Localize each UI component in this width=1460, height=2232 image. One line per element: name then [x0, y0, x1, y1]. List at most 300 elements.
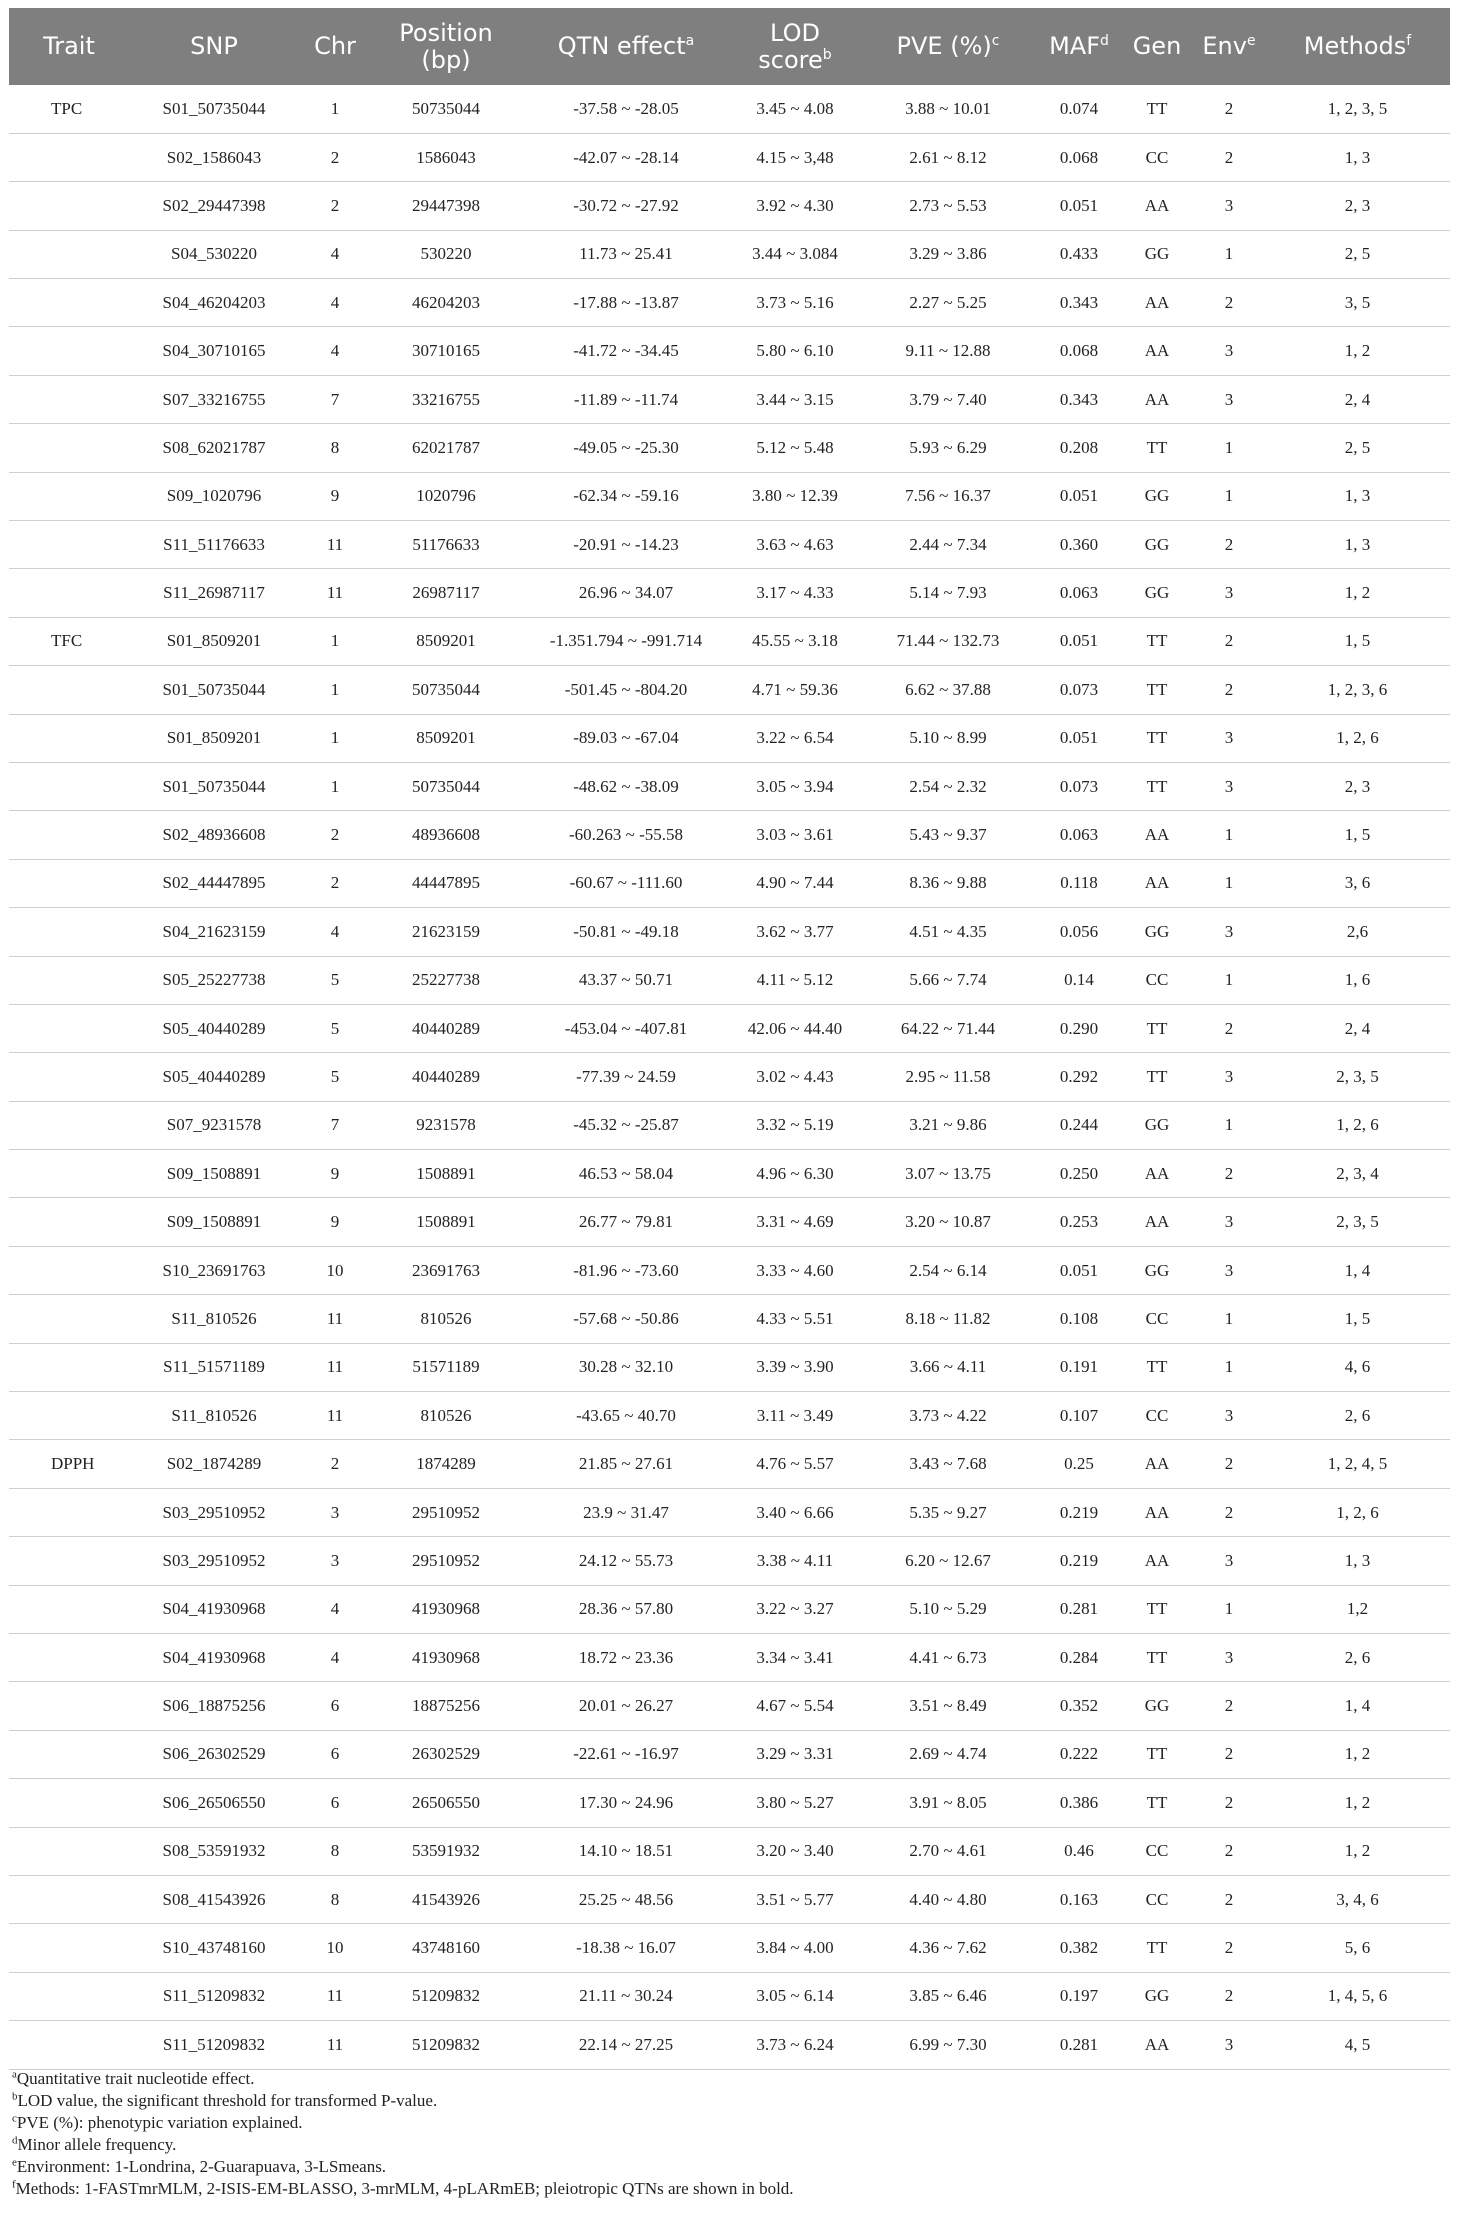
- cell-pve: 4.51 ~ 4.35: [909, 921, 987, 941]
- cell-snp: S11_810526: [171, 1405, 257, 1425]
- cell-lod-score: 3.03 ~ 3.61: [756, 825, 834, 845]
- cell-chr: 11: [326, 1357, 344, 1377]
- cell-snp: S11_51209832: [162, 1986, 266, 2006]
- cell-gen: TT: [1146, 1018, 1168, 1038]
- cell-position: 1874289: [416, 1454, 476, 1474]
- cell-position: 48936608: [412, 825, 480, 845]
- header-label: Methods: [1303, 32, 1407, 61]
- cell-trait: [9, 279, 129, 327]
- header-footnote-mark: f: [1406, 33, 1412, 50]
- cell-trait: [9, 908, 129, 956]
- cell-trait: [9, 2021, 129, 2069]
- cell-qtn-effect: -18.38 ~ 16.07: [576, 1938, 676, 1958]
- cell-snp: S02_44447895: [162, 873, 266, 893]
- cell-position: 26987117: [412, 583, 480, 603]
- cell-trait: [9, 472, 129, 520]
- cell-methods: 1, 2: [1344, 1744, 1371, 1764]
- cell-qtn-effect: 21.11 ~ 30.24: [579, 1986, 673, 2006]
- cell-position: 43748160: [412, 1938, 480, 1958]
- cell-snp: S04_530220: [171, 244, 257, 264]
- cell-snp: S11_51209832: [162, 2034, 266, 2054]
- cell-lod-score: 3.51 ~ 5.77: [756, 1889, 834, 1909]
- footnote-mark: b: [12, 2090, 18, 2103]
- cell-env: 2: [1224, 631, 1234, 651]
- cell-maf: 0.073: [1059, 776, 1099, 796]
- cell-chr: 5: [330, 1067, 340, 1086]
- cell-methods: 4, 5: [1344, 2034, 1371, 2054]
- cell-trait: [9, 1972, 129, 2020]
- cell-pve: 3.73 ~ 4.22: [909, 1405, 987, 1425]
- cell-env: 1: [1224, 1599, 1234, 1619]
- cell-gen: AA: [1144, 292, 1170, 312]
- cell-pve: 5.10 ~ 5.29: [909, 1599, 987, 1619]
- cell-chr: 4: [330, 341, 340, 361]
- cell-trait: [9, 1682, 129, 1730]
- cell-pve: 5.66 ~ 7.74: [909, 970, 987, 990]
- cell-qtn-effect: 46.53 ~ 58.04: [578, 1163, 674, 1183]
- cell-position: 8509201: [416, 728, 476, 748]
- cell-qtn-effect: -41.72 ~ -34.45: [573, 341, 679, 361]
- cell-env: 3: [1224, 1647, 1234, 1667]
- cell-qtn-effect: 18.72 ~ 23.36: [578, 1647, 674, 1667]
- cell-position: 41930968: [412, 1647, 480, 1667]
- cell-pve: 5.14 ~ 7.93: [909, 583, 987, 603]
- footnote-mark: a: [12, 2068, 17, 2081]
- cell-env: 2: [1224, 1163, 1234, 1183]
- cell-trait: [9, 859, 129, 907]
- cell-lod-score: 3.20 ~ 3.40: [756, 1841, 834, 1861]
- cell-pve: 8.36 ~ 9.88: [909, 873, 987, 893]
- cell-trait: [9, 1295, 129, 1343]
- cell-pve: 2.27 ~ 5.25: [909, 292, 987, 312]
- cell-methods: 3, 6: [1344, 873, 1371, 893]
- table-row: [9, 1730, 1450, 1778]
- cell-methods: 2, 3: [1344, 776, 1371, 796]
- cell-position: 50735044: [412, 776, 480, 796]
- cell-position: 40440289: [412, 1018, 480, 1038]
- cell-qtn-effect: -22.61 ~ -16.97: [573, 1744, 679, 1764]
- cell-methods: 1, 5: [1344, 1308, 1371, 1328]
- cell-gen: AA: [1144, 1163, 1170, 1183]
- cell-chr: 1: [330, 776, 340, 796]
- cell-position: 25227738: [412, 970, 480, 990]
- cell-trait: [9, 1585, 129, 1633]
- cell-qtn-effect: 20.01 ~ 26.27: [578, 1696, 674, 1716]
- cell-env: 3: [1224, 1067, 1234, 1086]
- cell-position: 51209832: [412, 2034, 480, 2054]
- cell-snp: S08_41543926: [162, 1889, 266, 1909]
- table-row: [9, 617, 1450, 665]
- cell-position: 810526: [420, 1405, 472, 1425]
- footnote-text: Minor allele frequency.: [17, 2135, 177, 2154]
- cell-env: 2: [1224, 534, 1234, 554]
- cell-trait: [9, 762, 129, 810]
- cell-pve: 7.56 ~ 16.37: [905, 486, 991, 506]
- cell-methods: 1, 2, 4, 5: [1327, 1454, 1388, 1474]
- cell-lod-score: 4.11 ~ 5.12: [756, 970, 834, 990]
- cell-chr: 9: [330, 486, 340, 506]
- cell-maf: 0.219: [1059, 1550, 1099, 1570]
- cell-maf: 0.051: [1059, 195, 1099, 215]
- cell-snp: S02_29447398: [162, 195, 266, 215]
- header-footnote-mark: e: [1246, 33, 1256, 50]
- cell-trait: [9, 1392, 129, 1440]
- cell-env: 3: [1224, 2034, 1234, 2054]
- cell-snp: S06_26506550: [162, 1792, 266, 1812]
- cell-trait: [9, 1198, 129, 1246]
- cell-chr: 4: [330, 292, 340, 312]
- cell-snp: S01_50735044: [162, 776, 266, 796]
- table-row: [9, 1150, 1450, 1198]
- cell-methods: 5, 6: [1344, 1938, 1371, 1958]
- cell-position: 29447398: [412, 195, 480, 215]
- table-row: [9, 472, 1450, 520]
- table-row: [9, 859, 1450, 907]
- cell-qtn-effect: -30.72 ~ -27.92: [573, 195, 679, 215]
- cell-methods: 1, 3: [1344, 1550, 1371, 1570]
- cell-snp: S11_26987117: [163, 583, 265, 603]
- cell-lod-score: 3.34 ~ 3.41: [756, 1647, 834, 1667]
- cell-qtn-effect: 22.14 ~ 27.25: [578, 2034, 674, 2054]
- cell-methods: 2,6: [1346, 921, 1369, 941]
- cell-lod-score: 3.05 ~ 6.14: [756, 1986, 834, 2006]
- cell-env: 3: [1224, 195, 1234, 215]
- footnote: [12, 2156, 1442, 2178]
- cell-gen: GG: [1144, 486, 1170, 506]
- table-row: [9, 1682, 1450, 1730]
- cell-chr: 4: [330, 1599, 340, 1619]
- cell-snp: S02_48936608: [162, 825, 266, 845]
- cell-lod-score: 3.63 ~ 4.63: [756, 534, 834, 554]
- cell-qtn-effect: -50.81 ~ -49.18: [573, 921, 679, 941]
- cell-qtn-effect: -37.58 ~ -28.05: [573, 98, 679, 118]
- footnote-text: Quantitative trait nucleotide effect.: [16, 2069, 255, 2088]
- cell-qtn-effect: 24.12 ~ 55.73: [578, 1550, 674, 1570]
- cell-snp: S03_29510952: [162, 1502, 266, 1522]
- cell-lod-score: 3.62 ~ 3.77: [756, 921, 834, 941]
- header-snp: [129, 8, 299, 85]
- cell-snp: S01_50735044: [162, 679, 266, 699]
- cell-maf: 0.118: [1060, 873, 1098, 893]
- cell-lod-score: 3.17 ~ 4.33: [756, 583, 834, 603]
- cell-methods: 1,2: [1346, 1599, 1369, 1619]
- cell-chr: 4: [330, 1647, 340, 1667]
- cell-trait: [9, 1246, 129, 1294]
- cell-gen: CC: [1145, 970, 1169, 990]
- cell-snp: S04_41930968: [162, 1599, 266, 1619]
- table-row: [9, 1198, 1450, 1246]
- cell-gen: CC: [1145, 1405, 1169, 1425]
- cell-lod-score: 3.40 ~ 6.66: [756, 1502, 834, 1522]
- table-row: [9, 811, 1450, 859]
- cell-position: 51571189: [412, 1357, 480, 1377]
- cell-pve: 3.29 ~ 3.86: [909, 244, 987, 264]
- cell-qtn-effect: 23.9 ~ 31.47: [583, 1502, 669, 1522]
- header-maf: [1037, 8, 1121, 85]
- cell-chr: 4: [330, 244, 340, 264]
- cell-position: 810526: [420, 1308, 472, 1328]
- cell-chr: 8: [330, 437, 340, 457]
- table-row: [9, 133, 1450, 181]
- cell-maf: 0.197: [1059, 1986, 1099, 2006]
- table-row: [9, 762, 1450, 810]
- cell-trait: [9, 956, 129, 1004]
- cell-lod-score: 3.73 ~ 5.16: [756, 292, 834, 312]
- cell-lod-score: 3.32 ~ 5.19: [756, 1115, 834, 1135]
- cell-pve: 3.88 ~ 10.01: [905, 98, 991, 118]
- header-label: Trait: [43, 32, 95, 61]
- table-row: [9, 1585, 1450, 1633]
- cell-gen: CC: [1145, 1889, 1169, 1909]
- cell-gen: TT: [1146, 437, 1168, 457]
- cell-methods: 1, 2: [1344, 1792, 1371, 1812]
- cell-maf: 0.46: [1064, 1841, 1094, 1861]
- cell-gen: TT: [1146, 1647, 1168, 1667]
- cell-env: 3: [1224, 583, 1234, 603]
- cell-snp: S04_30710165: [162, 341, 266, 361]
- cell-lod-score: 3.44 ~ 3.084: [752, 244, 838, 264]
- header-label: Position (bp): [399, 18, 493, 74]
- table-row: [9, 1004, 1450, 1052]
- cell-methods: 2, 3, 5: [1336, 1212, 1379, 1232]
- cell-methods: 1, 3: [1344, 534, 1371, 554]
- cell-chr: 9: [330, 1212, 340, 1232]
- cell-gen: AA: [1144, 1212, 1170, 1232]
- cell-snp: S11_51571189: [163, 1357, 265, 1377]
- cell-chr: 7: [330, 1115, 340, 1135]
- cell-maf: 0.382: [1059, 1938, 1099, 1958]
- cell-snp: S02_1586043: [166, 147, 262, 167]
- table-row: [9, 1053, 1450, 1101]
- table-row: [9, 1246, 1450, 1294]
- cell-maf: 0.051: [1059, 486, 1099, 506]
- cell-chr: 6: [330, 1696, 340, 1716]
- cell-env: 2: [1224, 1889, 1234, 1909]
- table-row: [9, 1875, 1450, 1923]
- cell-qtn-effect: -42.07 ~ -28.14: [573, 147, 679, 167]
- cell-pve: 64.22 ~ 71.44: [900, 1018, 996, 1038]
- cell-qtn-effect: -77.39 ~ 24.59: [576, 1067, 676, 1086]
- footnote-text: PVE (%): phenotypic variation explained.: [16, 2113, 303, 2132]
- cell-methods: 1, 2, 3, 6: [1327, 679, 1388, 699]
- cell-env: 2: [1224, 292, 1234, 312]
- cell-qtn-effect: -17.88 ~ -13.87: [573, 292, 679, 312]
- cell-snp: S02_1874289: [166, 1454, 262, 1474]
- cell-env: 2: [1224, 1018, 1234, 1038]
- cell-lod-score: 3.33 ~ 4.60: [756, 1260, 834, 1280]
- table-row: [9, 666, 1450, 714]
- cell-chr: 9: [330, 1163, 340, 1183]
- table-row: [9, 1972, 1450, 2020]
- cell-snp: S09_1020796: [166, 486, 262, 506]
- cell-methods: 1, 2: [1344, 341, 1371, 361]
- cell-methods: 2, 3: [1344, 195, 1371, 215]
- cell-gen: CC: [1145, 147, 1169, 167]
- cell-pve: 5.93 ~ 6.29: [909, 437, 987, 457]
- cell-qtn-effect: -43.65 ~ 40.70: [576, 1405, 676, 1425]
- cell-chr: 2: [330, 873, 340, 893]
- cell-lod-score: 3.92 ~ 4.30: [756, 195, 834, 215]
- cell-trait: [9, 666, 129, 714]
- header-pve: [859, 8, 1037, 85]
- header-position: [371, 8, 521, 85]
- cell-maf: 0.063: [1059, 825, 1099, 845]
- cell-env: 3: [1224, 1550, 1234, 1570]
- table-row: [9, 521, 1450, 569]
- cell-methods: 1, 4: [1344, 1696, 1371, 1716]
- cell-chr: 10: [326, 1938, 344, 1958]
- header-trait: [9, 8, 129, 85]
- footnote-text: Methods: 1-FASTmrMLM, 2-ISIS-EM-BLASSO, 3-mrMLM, 4-pLARmEB; pleiotropic QTNs are shown in bold.: [15, 2179, 794, 2198]
- cell-gen: TT: [1146, 1938, 1168, 1958]
- cell-trait: [9, 1827, 129, 1875]
- cell-chr: 5: [330, 1018, 340, 1038]
- cell-trait: [9, 1488, 129, 1536]
- cell-pve: 9.11 ~ 12.88: [905, 341, 991, 361]
- cell-pve: 3.85 ~ 6.46: [909, 1986, 987, 2006]
- cell-trait: TPC: [51, 98, 83, 118]
- table-row: [9, 2021, 1450, 2069]
- cell-pve: 3.43 ~ 7.68: [909, 1454, 987, 1474]
- cell-trait: [9, 1779, 129, 1827]
- cell-env: 1: [1224, 970, 1234, 990]
- cell-gen: AA: [1144, 1550, 1170, 1570]
- cell-maf: 0.244: [1059, 1115, 1099, 1135]
- cell-gen: AA: [1144, 2034, 1170, 2054]
- cell-pve: 3.51 ~ 8.49: [909, 1696, 987, 1716]
- cell-methods: 1, 2, 6: [1336, 1502, 1379, 1522]
- cell-lod-score: 4.96 ~ 6.30: [756, 1163, 834, 1183]
- cell-chr: 6: [330, 1792, 340, 1812]
- cell-position: 9231578: [416, 1115, 476, 1135]
- cell-pve: 2.61 ~ 8.12: [909, 147, 987, 167]
- cell-position: 51176633: [412, 534, 480, 554]
- cell-gen: TT: [1146, 1792, 1168, 1812]
- cell-maf: 0.352: [1059, 1696, 1099, 1716]
- cell-chr: 7: [330, 389, 340, 409]
- cell-pve: 3.79 ~ 7.40: [909, 389, 987, 409]
- cell-methods: 1, 2, 6: [1336, 728, 1379, 748]
- cell-methods: 1, 2: [1344, 583, 1371, 603]
- cell-chr: 8: [330, 1889, 340, 1909]
- cell-methods: 1, 5: [1344, 631, 1371, 651]
- cell-pve: 4.41 ~ 6.73: [909, 1647, 987, 1667]
- cell-chr: 1: [330, 728, 340, 748]
- cell-maf: 0.191: [1059, 1357, 1099, 1377]
- cell-gen: AA: [1144, 389, 1170, 409]
- cell-trait: [9, 569, 129, 617]
- footnote: [12, 2178, 1442, 2200]
- cell-methods: 2, 4: [1344, 1018, 1371, 1038]
- cell-trait: [9, 714, 129, 762]
- cell-trait: [9, 1924, 129, 1972]
- cell-position: 1020796: [416, 486, 476, 506]
- cell-position: 30710165: [412, 341, 480, 361]
- cell-gen: TT: [1146, 776, 1168, 796]
- cell-lod-score: 42.06 ~ 44.40: [747, 1018, 843, 1038]
- cell-methods: 1, 4, 5, 6: [1327, 1986, 1388, 2006]
- cell-env: 2: [1224, 1502, 1234, 1522]
- cell-gen: TT: [1146, 679, 1168, 699]
- cell-qtn-effect: 11.73 ~ 25.41: [579, 244, 673, 264]
- footnote-text: LOD value, the significant threshold for transformed P-value.: [17, 2091, 438, 2110]
- cell-pve: 3.91 ~ 8.05: [909, 1792, 987, 1812]
- cell-position: 50735044: [412, 679, 480, 699]
- cell-trait: [9, 327, 129, 375]
- cell-lod-score: 4.67 ~ 5.54: [756, 1696, 834, 1716]
- cell-methods: 1, 2, 6: [1336, 1115, 1379, 1135]
- cell-lod-score: 3.02 ~ 4.43: [756, 1067, 834, 1086]
- cell-pve: 3.20 ~ 10.87: [905, 1212, 991, 1232]
- cell-chr: 2: [330, 825, 340, 845]
- table-row: [9, 1924, 1450, 1972]
- table-row: [9, 375, 1450, 423]
- cell-qtn-effect: 26.77 ~ 79.81: [578, 1212, 674, 1232]
- table-row: [9, 230, 1450, 278]
- cell-gen: GG: [1144, 1696, 1170, 1716]
- cell-snp: S05_25227738: [162, 970, 266, 990]
- cell-position: 62021787: [412, 437, 480, 457]
- cell-snp: S05_40440289: [162, 1067, 266, 1086]
- cell-snp: S06_26302529: [162, 1744, 266, 1764]
- cell-pve: 3.07 ~ 13.75: [905, 1163, 991, 1183]
- table-row: [9, 1488, 1450, 1536]
- cell-env: 3: [1224, 1212, 1234, 1232]
- cell-maf: 0.281: [1059, 1599, 1099, 1619]
- cell-pve: 71.44 ~ 132.73: [896, 631, 1000, 651]
- cell-chr: 11: [326, 1986, 344, 2006]
- cell-gen: GG: [1144, 583, 1170, 603]
- cell-lod-score: 3.84 ~ 4.00: [756, 1938, 834, 1958]
- cell-maf: 0.073: [1059, 679, 1099, 699]
- cell-methods: 2, 5: [1344, 437, 1371, 457]
- cell-gen: AA: [1144, 341, 1170, 361]
- cell-lod-score: 3.80 ~ 5.27: [756, 1792, 834, 1812]
- cell-env: 2: [1224, 1986, 1234, 2006]
- header-label: MAF: [1049, 32, 1101, 61]
- cell-maf: 0.074: [1059, 98, 1099, 118]
- cell-env: 2: [1224, 1792, 1234, 1812]
- cell-env: 1: [1224, 1115, 1234, 1135]
- cell-snp: S10_43748160: [162, 1938, 266, 1958]
- cell-maf: 0.292: [1059, 1067, 1099, 1086]
- cell-snp: S04_41930968: [162, 1647, 266, 1667]
- cell-lod-score: 3.44 ~ 3.15: [756, 389, 834, 409]
- cell-env: 1: [1224, 486, 1234, 506]
- cell-position: 41930968: [412, 1599, 480, 1619]
- cell-maf: 0.284: [1059, 1647, 1099, 1667]
- cell-gen: CC: [1145, 1308, 1169, 1328]
- cell-chr: 2: [330, 147, 340, 167]
- table-row: [9, 1392, 1450, 1440]
- cell-snp: S10_23691763: [162, 1260, 266, 1280]
- table-row: [9, 182, 1450, 230]
- cell-trait: [9, 230, 129, 278]
- cell-qtn-effect: -453.04 ~ -407.81: [564, 1018, 688, 1038]
- cell-snp: S01_50735044: [162, 98, 266, 118]
- cell-gen: GG: [1144, 534, 1170, 554]
- cell-gen: GG: [1144, 1986, 1170, 2006]
- table-row: [9, 1827, 1450, 1875]
- cell-methods: 2, 3, 4: [1336, 1163, 1379, 1183]
- cell-maf: 0.163: [1059, 1889, 1099, 1909]
- cell-trait: [9, 182, 129, 230]
- cell-chr: 11: [326, 1405, 344, 1425]
- cell-gen: TT: [1146, 1357, 1168, 1377]
- cell-position: 23691763: [412, 1260, 480, 1280]
- cell-lod-score: 3.11 ~ 3.49: [756, 1405, 834, 1425]
- cell-maf: 0.208: [1059, 437, 1099, 457]
